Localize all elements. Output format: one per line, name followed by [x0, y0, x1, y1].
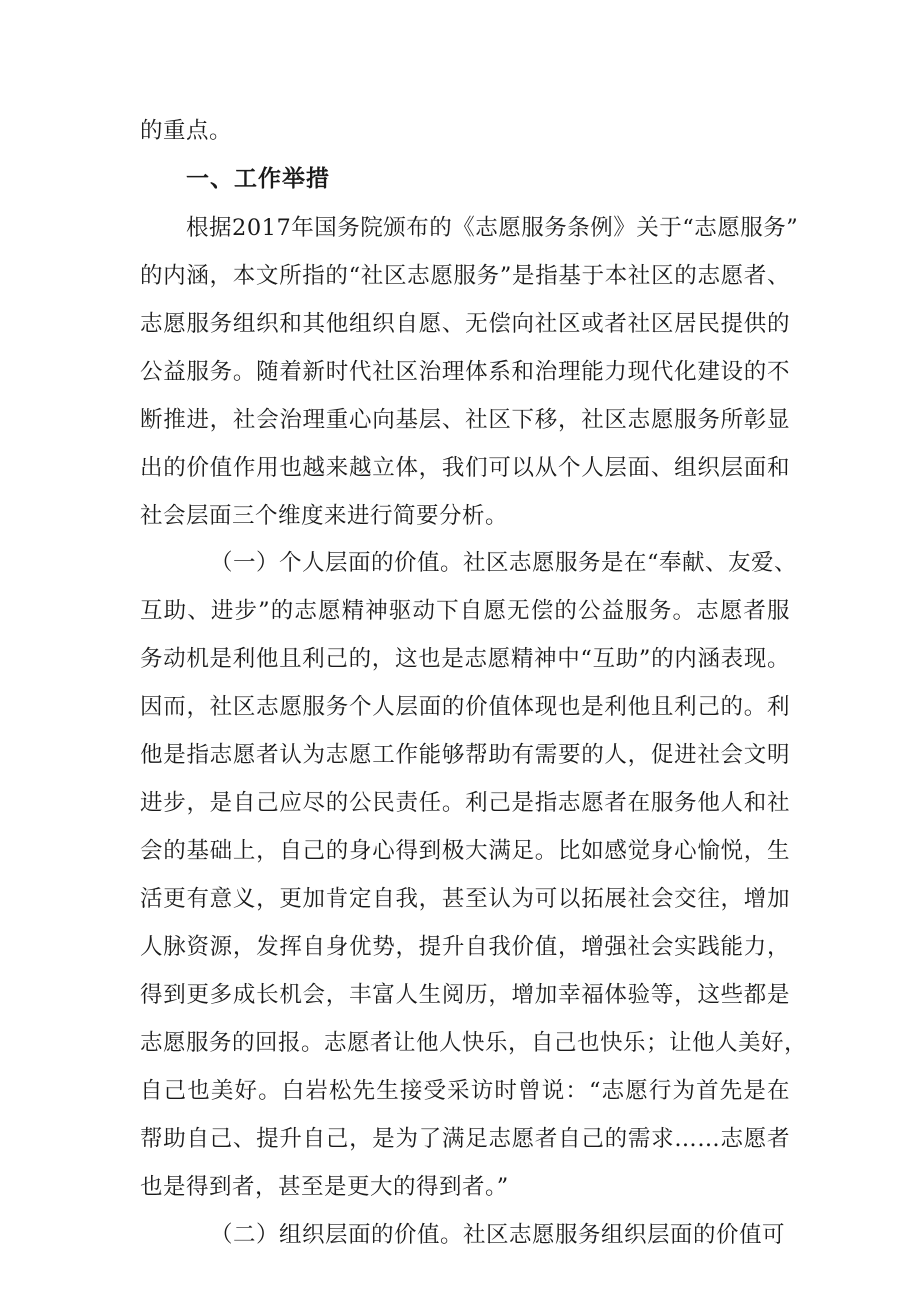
paragraph-line: 志愿服务的回报。志愿者让他人快乐，自己也快乐；让他人美好，	[140, 1030, 808, 1056]
paragraph-line: 进步，是自己应尽的公民责任。利己是指志愿者在服务他人和社	[140, 790, 790, 816]
paragraph-line: 帮助自己、提升自己，是为了满足志愿者自己的需求……志愿者	[140, 1126, 790, 1152]
section-heading: 一、工作举措	[186, 166, 330, 192]
paragraph-line: 自己也美好。白岩松先生接受采访时曾说：“志愿行为首先是在	[140, 1078, 790, 1104]
paragraph-line: 出的价值作用也越来越立体，我们可以从个人层面、组织层面和	[140, 455, 790, 481]
paragraph-line: 的内涵，本文所指的“社区志愿服务”是指基于本社区的志愿者、	[140, 263, 790, 289]
paragraph-line: 人脉资源，发挥自身优势，提升自我价值，增强社会实践能力，	[140, 934, 790, 960]
paragraph-line: 的重点。	[140, 118, 233, 144]
paragraph-line: 社会层面三个维度来进行简要分析。	[140, 503, 509, 529]
paragraph-line: 断推进，社会治理重心向基层、社区下移，社区志愿服务所彰显	[140, 407, 790, 433]
paragraph-line: 也是得到者，甚至是更大的得到者。”	[140, 1174, 509, 1200]
subsection-line: （二）组织层面的价值。社区志愿服务组织层面的价值可	[210, 1222, 786, 1248]
paragraph-line: 因而，社区志愿服务个人层面的价值体现也是利他且利己的。利	[140, 694, 790, 720]
paragraph-line: 互助、进步”的志愿精神驱动下自愿无偿的公益服务。志愿者服	[140, 598, 790, 624]
paragraph-line: 得到更多成长机会，丰富人生阅历，增加幸福体验等，这些都是	[140, 982, 790, 1008]
paragraph-line: 公益服务。随着新时代社区治理体系和治理能力现代化建设的不	[140, 359, 790, 385]
paragraph-line: 根据2017年国务院颁布的《志愿服务条例》关于“志愿服务”	[186, 215, 799, 241]
paragraph-line: 会的基础上，自己的身心得到极大满足。比如感觉身心愉悦，生	[140, 838, 790, 864]
paragraph-line: 志愿服务组织和其他组织自愿、无偿向社区或者社区居民提供的	[140, 311, 790, 337]
paragraph-line: 他是指志愿者认为志愿工作能够帮助有需要的人，促进社会文明	[140, 742, 790, 768]
paragraph-line: 务动机是利他且利己的，这也是志愿精神中“互助”的内涵表现。	[140, 646, 790, 672]
subsection-line: （一）个人层面的价值。社区志愿服务是在“奉献、友爱、	[210, 550, 798, 576]
paragraph-line: 活更有意义，更加肯定自我，甚至认为可以拓展社会交往，增加	[140, 886, 790, 912]
